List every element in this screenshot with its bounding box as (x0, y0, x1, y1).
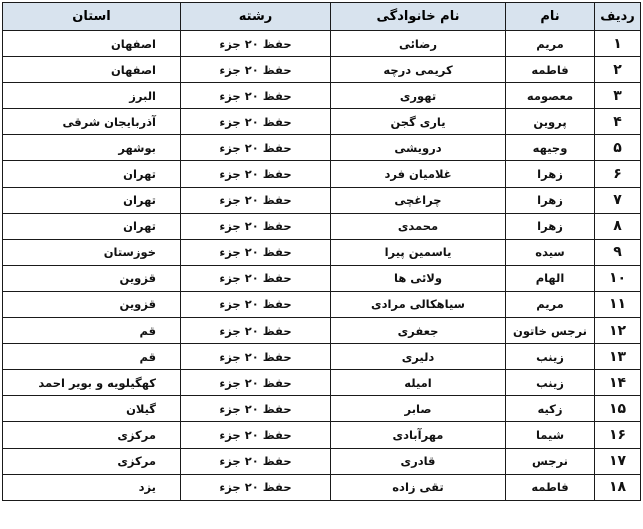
table-header (3, 3, 641, 31)
cell-family: امیله (331, 370, 506, 396)
cell-radif: ۹ (595, 239, 641, 265)
cell-name: مریم (506, 31, 595, 57)
cell-name: نرجس خاتون (506, 318, 595, 344)
cell-name: زهرا (506, 213, 595, 239)
cell-family: رضائی (331, 31, 506, 57)
cell-family: جعفری (331, 318, 506, 344)
cell-radif: ۸ (595, 213, 641, 239)
cell-name: فاطمه (506, 57, 595, 83)
header-province: استان (3, 3, 181, 31)
cell-family: درویشی (331, 135, 506, 161)
cell-field: حفظ ۲۰ جزء (181, 344, 331, 370)
cell-radif: ۱۳ (595, 344, 641, 370)
cell-name: پروین (506, 109, 595, 135)
table-row (3, 239, 641, 265)
cell-province: قزوین (3, 265, 181, 291)
header-field: رشته (181, 3, 331, 31)
cell-field: حفظ ۲۰ جزء (181, 83, 331, 109)
cell-name: نرجس (506, 448, 595, 474)
cell-name: مریم (506, 291, 595, 317)
cell-province: تهران (3, 187, 181, 213)
cell-field: حفظ ۲۰ جزء (181, 265, 331, 291)
cell-family: محمدی (331, 213, 506, 239)
cell-field: حفظ ۲۰ جزء (181, 396, 331, 422)
cell-name: سیده (506, 239, 595, 265)
cell-name: وجیهه (506, 135, 595, 161)
cell-radif: ۱۵ (595, 396, 641, 422)
cell-radif: ۵ (595, 135, 641, 161)
cell-family: سیاهکالی مرادی (331, 291, 506, 317)
cell-field: حفظ ۲۰ جزء (181, 187, 331, 213)
cell-family: ولائی ها (331, 265, 506, 291)
cell-field: حفظ ۲۰ جزء (181, 239, 331, 265)
cell-province: اصفهان (3, 31, 181, 57)
cell-name: زکیه (506, 396, 595, 422)
header-radif: ردیف (595, 3, 641, 31)
cell-province: گیلان (3, 396, 181, 422)
cell-field: حفظ ۲۰ جزء (181, 109, 331, 135)
header-family: نام خانوادگی (331, 3, 506, 31)
table-row (3, 474, 641, 500)
header-name: نام (506, 3, 595, 31)
cell-name: زینب (506, 370, 595, 396)
cell-radif: ۱ (595, 31, 641, 57)
table-row (3, 31, 641, 57)
cell-province: مرکزی (3, 448, 181, 474)
cell-province: تهران (3, 161, 181, 187)
cell-family: دلیری (331, 344, 506, 370)
table-row (3, 448, 641, 474)
cell-name: معصومه (506, 83, 595, 109)
cell-name: زینب (506, 344, 595, 370)
table-row (3, 57, 641, 83)
cell-radif: ۱۶ (595, 422, 641, 448)
results-table (2, 2, 641, 501)
cell-family: صابر (331, 396, 506, 422)
cell-radif: ۳ (595, 83, 641, 109)
cell-province: قزوین (3, 291, 181, 317)
cell-name: زهرا (506, 161, 595, 187)
cell-family: چراغچی (331, 187, 506, 213)
cell-field: حفظ ۲۰ جزء (181, 135, 331, 161)
cell-radif: ۱۲ (595, 318, 641, 344)
table-row (3, 135, 641, 161)
cell-province: مرکزی (3, 422, 181, 448)
cell-province: البرز (3, 83, 181, 109)
cell-radif: ۱۷ (595, 448, 641, 474)
cell-field: حفظ ۲۰ جزء (181, 422, 331, 448)
cell-radif: ۱۴ (595, 370, 641, 396)
cell-family: قادری (331, 448, 506, 474)
table-row (3, 83, 641, 109)
table-body (3, 31, 641, 501)
cell-name: فاطمه (506, 474, 595, 500)
table-row (3, 161, 641, 187)
table-row (3, 109, 641, 135)
cell-name: زهرا (506, 187, 595, 213)
cell-name: الهام (506, 265, 595, 291)
table-row (3, 344, 641, 370)
table-row (3, 370, 641, 396)
cell-province: خوزستان (3, 239, 181, 265)
table-row (3, 265, 641, 291)
table-row (3, 422, 641, 448)
cell-province: قم (3, 344, 181, 370)
cell-family: یاسمین پیرا (331, 239, 506, 265)
cell-field: حفظ ۲۰ جزء (181, 318, 331, 344)
cell-name: شیما (506, 422, 595, 448)
cell-field: حفظ ۲۰ جزء (181, 474, 331, 500)
results-table-container (2, 2, 640, 501)
cell-family: یاری گجن (331, 109, 506, 135)
cell-field: حفظ ۲۰ جزء (181, 57, 331, 83)
cell-family: تهوری (331, 83, 506, 109)
cell-field: حفظ ۲۰ جزء (181, 448, 331, 474)
cell-family: کریمی درچه (331, 57, 506, 83)
header-row (3, 3, 641, 31)
cell-radif: ۶ (595, 161, 641, 187)
cell-radif: ۴ (595, 109, 641, 135)
cell-family: تقی زاده (331, 474, 506, 500)
cell-family: مهرآبادی (331, 422, 506, 448)
table-row (3, 291, 641, 317)
cell-field: حفظ ۲۰ جزء (181, 370, 331, 396)
cell-province: قم (3, 318, 181, 344)
cell-province: کهگیلویه و بویر احمد (3, 370, 181, 396)
cell-radif: ۱۸ (595, 474, 641, 500)
cell-radif: ۷ (595, 187, 641, 213)
cell-province: یزد (3, 474, 181, 500)
cell-field: حفظ ۲۰ جزء (181, 161, 331, 187)
cell-field: حفظ ۲۰ جزء (181, 31, 331, 57)
cell-field: حفظ ۲۰ جزء (181, 213, 331, 239)
table-row (3, 396, 641, 422)
cell-field: حفظ ۲۰ جزء (181, 291, 331, 317)
cell-radif: ۱۱ (595, 291, 641, 317)
table-row (3, 187, 641, 213)
cell-province: بوشهر (3, 135, 181, 161)
cell-province: اصفهان (3, 57, 181, 83)
cell-province: آذربایجان شرقی (3, 109, 181, 135)
table-row (3, 213, 641, 239)
cell-family: غلامیان فرد (331, 161, 506, 187)
cell-radif: ۲ (595, 57, 641, 83)
cell-radif: ۱۰ (595, 265, 641, 291)
cell-province: تهران (3, 213, 181, 239)
table-row (3, 318, 641, 344)
